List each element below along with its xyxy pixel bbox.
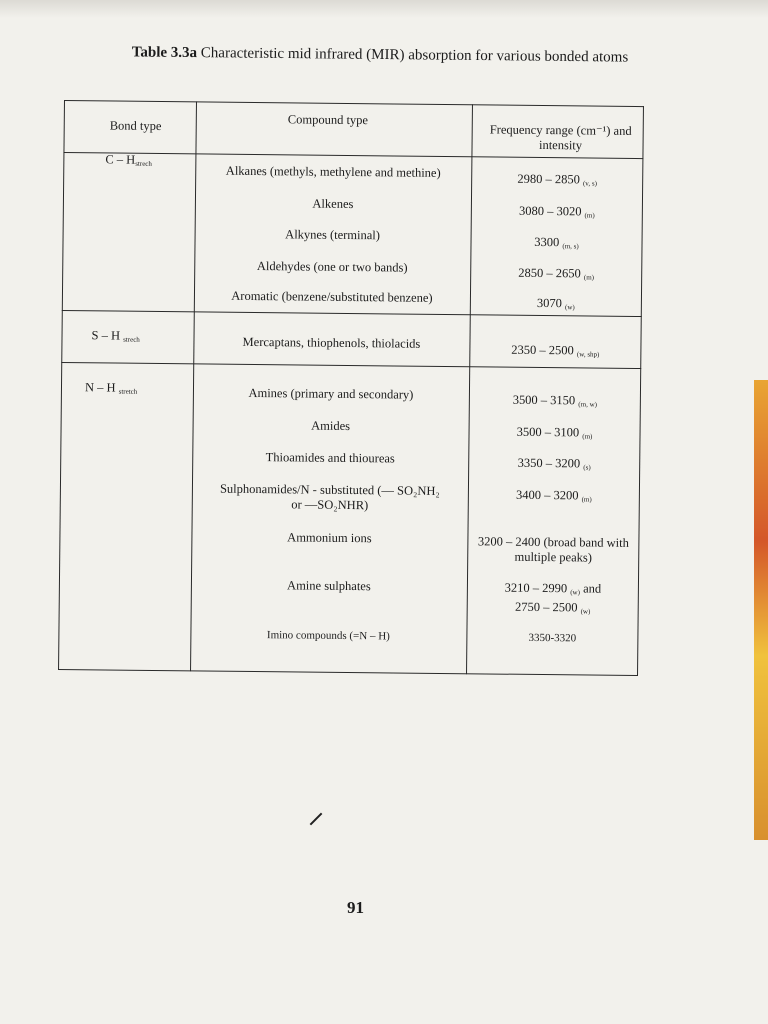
frequency-cell: 3210 – 2990 $_{(w)}$ and 2750 – 2500 $_{(w)}$ [504,580,602,616]
compound-cell: Amides [311,418,351,434]
compound-cell: Aldehydes (one or two bands) [256,259,408,275]
header-compound-type: Compound type [287,112,369,128]
compound-cell: Ammonium ions [287,530,372,546]
group-divider-2 [61,362,641,369]
frequency-cell: 2350 – 2500 $_{(w, shp)}$ [511,342,600,359]
compound-cell: Imino compounds (=N – H) [266,629,390,643]
frequency-cell: 3500 – 3150 $_{(m, w)}$ [512,392,598,409]
compound-cell: Mercaptans, thiophenols, thiolacids [242,334,421,351]
bond-type-cell: N – H $_{stretch}$ [84,380,138,396]
frequency-cell: 3400 – 3200 $_{(m)}$ [515,487,592,504]
compound-cell: Sulphonamides/N - substituted (— SO₂NH₂ or —SO₂NHR) [219,481,440,513]
bond-type-cell: C – $H_{strech}$ [105,152,152,168]
table-border-left [58,100,65,670]
frequency-cell: 2850 – 2650 $_{(m)}$ [518,265,595,282]
frequency-cell: 3350 – 3200 $_{(s)}$ [517,455,591,472]
header-frequency: Frequency range (cm⁻¹) and intensity [489,122,632,153]
caption-label: Table 3.3a [131,44,198,62]
caption-text: Characteristic mid infrared (MIR) absorption for various bonded atoms [197,45,629,66]
table-caption [100,43,660,67]
compound-cell: Alkynes (terminal) [285,227,381,243]
compound-cell: Alkanes (methyls, methylene and methine) [225,163,441,180]
compound-cell: Amines (primary and secondary) [248,385,414,402]
frequency-cell: 3300 $_{(m, s)}$ [534,234,579,251]
compound-cell: Alkenes [312,196,354,212]
frequency-cell: 3500 – 3100 $_{(m)}$ [516,424,593,441]
header-bond-type: Bond type [109,118,162,134]
frequency-cell: 3070 $_{(w)}$ [536,295,575,312]
frequency-cell: 3350-3320 [528,631,577,645]
frequency-cell: 3080 – 3020 $_{(m)}$ [518,203,595,220]
table-border-bottom [58,669,638,676]
pen-mark [310,813,323,826]
background-edge [754,380,768,840]
bond-type-cell: S – H $_{strech}$ [91,328,140,344]
ir-absorption-table [58,100,644,676]
compound-cell: Amine sulphates [287,578,371,594]
table-border-top [64,100,644,107]
page-number: 91 [347,898,364,917]
frequency-cell: 3200 – 2400 (broad band with multiple peaks) [477,534,629,565]
compound-cell: Aromatic (benzene/substituted benzene) [231,288,433,305]
page-top-shadow [0,0,768,18]
compound-cell: Thioamides and thioureas [265,450,395,466]
frequency-cell: 2980 – 2850 $_{(v, s)}$ [517,171,597,188]
